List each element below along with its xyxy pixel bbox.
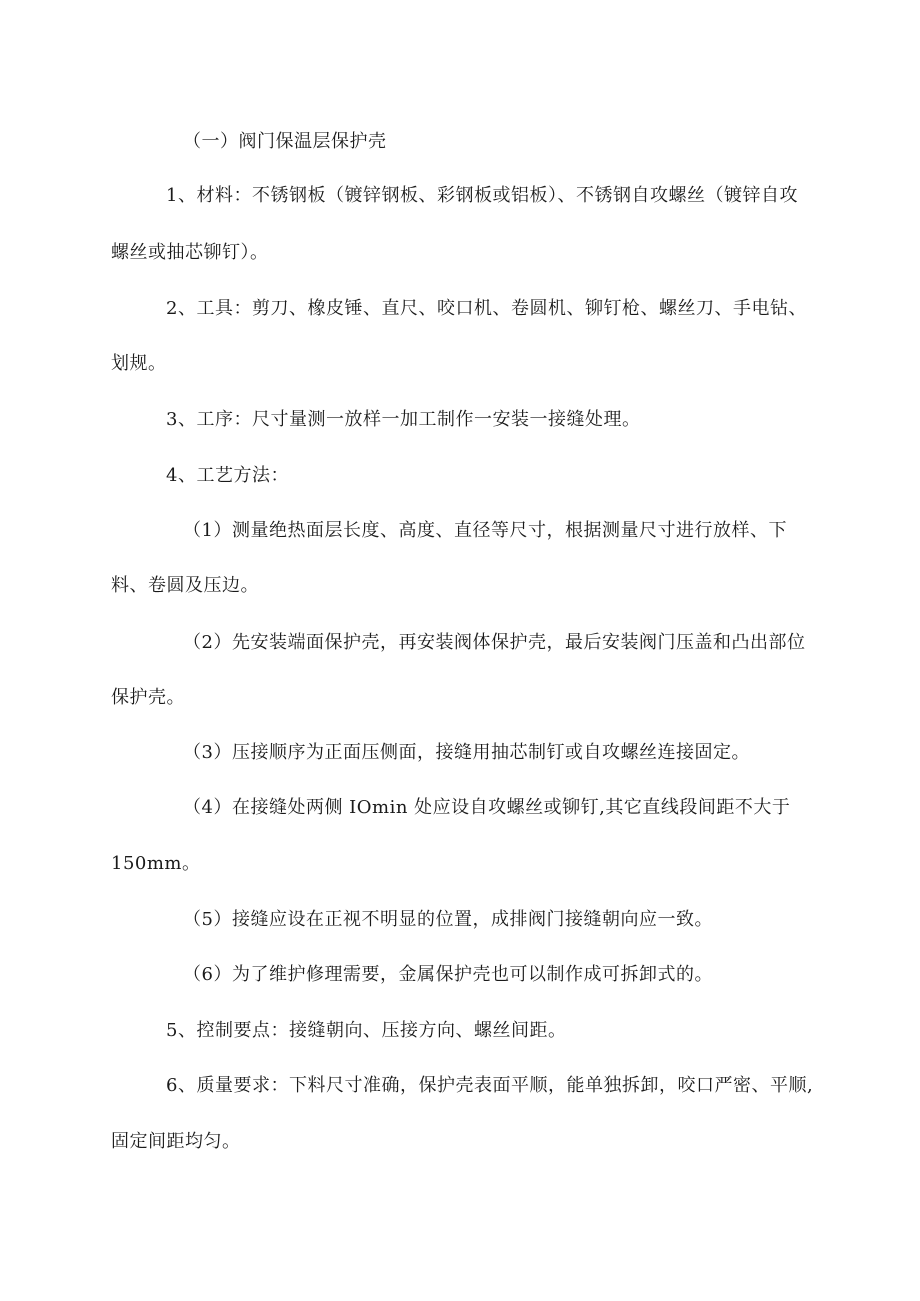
section-heading: （一）阀门保温层保护壳 (183, 131, 387, 152)
sub-item-2-line-1: （2）先安装端面保护壳，再安装阀体保护壳，最后安装阀门压盖和凸出部位 (183, 632, 806, 653)
sub-item-1-line-1: （1）测量绝热面层长度、高度、直径等尺寸，根据测量尺寸进行放样、下 (183, 520, 787, 541)
item-1-line-1: 1、材料：不锈钢板（镀锌钢板、彩钢板或铝板）、不锈钢自攻螺丝（镀锌自攻 (166, 185, 798, 206)
item-5: 5、控制要点：接缝朝向、压接方向、螺丝间距。 (166, 1020, 567, 1041)
sub-item-5: （5）接缝应设在正视不明显的位置，成排阀门接缝朝向应一致。 (183, 909, 713, 930)
item-3: 3、工序：尺寸量测一放样一加工制作一安装一接缝处理。 (166, 409, 641, 430)
sub-item-3: （3）压接顺序为正面压侧面，接缝用抽芯制钉或自攻螺丝连接固定。 (183, 742, 750, 763)
item-4: 4、工艺方法： (166, 465, 289, 486)
sub-item-2-line-2: 保护壳。 (111, 687, 185, 708)
sub-item-4-line-1: （4）在接缝处两侧 IOmin 处应设自攻螺丝或铆钉,其它直线段间距不大于 (183, 797, 791, 818)
sub-item-6: （6）为了维护修理需要，金属保护壳也可以制作成可拆卸式的。 (183, 964, 713, 985)
sub-item-4-line-2: 150mm。 (111, 853, 201, 874)
sub-item-1-line-2: 料、卷圆及压边。 (111, 575, 259, 596)
item-2-line-2: 划规。 (111, 353, 167, 374)
item-6-line-1: 6、质量要求：下料尺寸准确，保护壳表面平顺，能单独拆卸，咬口严密、平顺, (166, 1075, 814, 1096)
item-1-line-2: 螺丝或抽芯铆钉）。 (111, 242, 269, 263)
item-6-line-2: 固定间距均匀。 (111, 1131, 241, 1152)
item-2-line-1: 2、工具：剪刀、橡皮锤、直尺、咬口机、卷圆机、铆钉枪、螺丝刀、手电钻、 (166, 298, 807, 319)
